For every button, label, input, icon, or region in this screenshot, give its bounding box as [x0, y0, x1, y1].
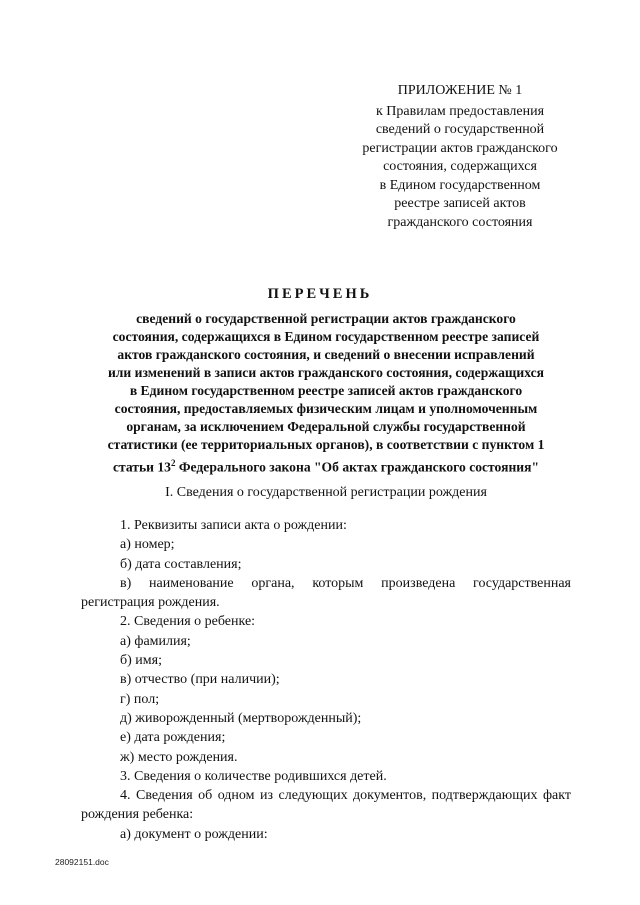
document-heading: ПЕРЕЧЕНЬ [267, 286, 373, 302]
list-item: е) дата рождения; [120, 730, 226, 746]
document-body [81, 516, 571, 844]
appendix-block [340, 82, 580, 232]
footer-filename: 28092151.doc [55, 857, 109, 867]
subtitle-line: в Едином государственном реестре записей актов гражданского [129, 383, 523, 398]
list-item: 2. Сведения о ребенке: [120, 614, 256, 630]
document-subtitle [70, 310, 582, 477]
subtitle-line: сведений о государственной регистрации актов гражданского [136, 311, 516, 326]
subtitle-line: или изменений в записи актов гражданского состояния, содержащихся [107, 365, 545, 380]
list-item: а) номер; [120, 537, 175, 553]
appendix-line: сведений о государственной [375, 122, 545, 137]
list-item: в) наименование органа, которым произведена государственная регистрация рождения. [81, 575, 571, 611]
list-item: б) дата составления; [120, 556, 242, 572]
subtitle-last-start: статьи 13 [112, 459, 171, 475]
superscript: 2 [170, 458, 176, 468]
appendix-line: состояния, содержащихся [383, 159, 537, 174]
subtitle-last-end: Федерального закона "Об актах гражданского состояния" [175, 459, 540, 475]
appendix-line: реестре записей актов [394, 196, 526, 211]
appendix-line: регистрации актов гражданского [362, 140, 558, 156]
subtitle-line: актов гражданского состояния, и сведений о внесении исправлений [117, 347, 535, 362]
list-item: г) пол; [120, 691, 160, 707]
list-item: а) фамилия; [120, 633, 191, 649]
subtitle-line: состояния, содержащихся в Едином государственном реестре записей [112, 329, 540, 344]
section-title: I. Сведения о государственной регистрации рождения [165, 485, 487, 500]
subtitle-last-line [70, 454, 582, 477]
subtitle-line: органам, за исключением Федеральной службы государственной [126, 419, 526, 434]
list-item: ж) место рождения. [120, 749, 238, 765]
appendix-line: к Правилам предоставления [375, 103, 545, 119]
subtitle-line: статистики (ее территориальных органов), в соответствии с пунктом 1 [107, 437, 545, 452]
list-item: а) документ о рождении: [120, 826, 268, 842]
list-item: б) имя; [120, 653, 162, 669]
appendix-line: в Едином государственном [379, 177, 541, 193]
list-item: в) отчество (при наличии); [120, 672, 280, 688]
appendix-line: гражданского состояния [387, 214, 533, 230]
list-item: 4. Сведения об одном из следующих документов, подтверждающих факт рождения ребенка: [81, 788, 571, 823]
subtitle-line: состояния, предоставляемых физическим лицам и уполномоченным [114, 401, 538, 416]
appendix-title: ПРИЛОЖЕНИЕ № 1 [397, 83, 523, 98]
list-item: 3. Сведения о количестве родившихся детей. [120, 768, 387, 784]
list-item: 1. Реквизиты записи акта о рождении: [120, 518, 347, 533]
list-item: д) живорожденный (мертворожденный); [120, 710, 362, 726]
